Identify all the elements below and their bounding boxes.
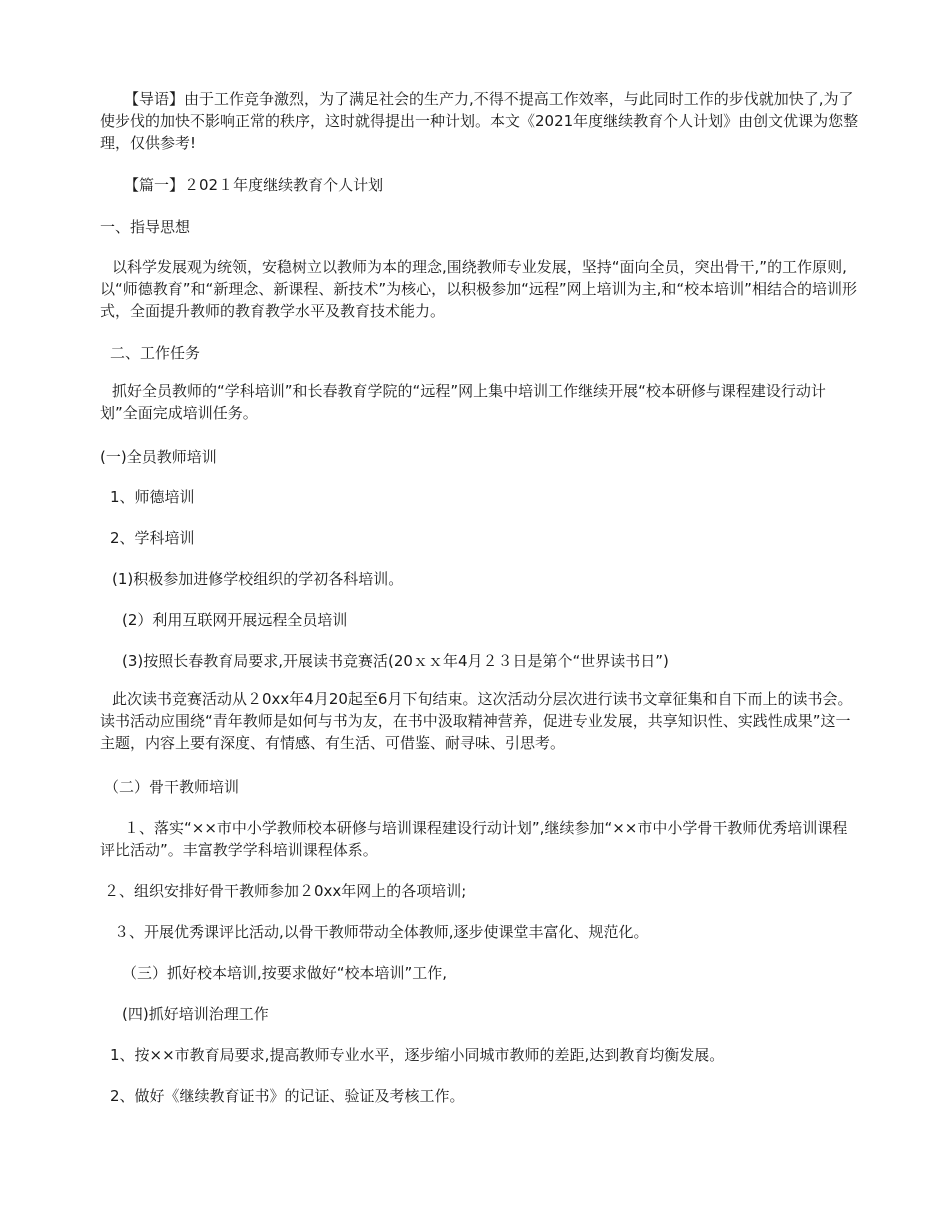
sub4-item2: 2、做好《继续教育证书》的记证、验证及考核工作。 — [110, 1087, 465, 1105]
sub1-item1: 1、师德培训 — [110, 488, 195, 506]
sub1-item2-2: (2）利用互联网开展远程全员培训 — [122, 611, 348, 629]
sub4-heading: (四)抓好培训治理工作 — [122, 1005, 269, 1023]
section2-heading: 二、工作任务 — [110, 344, 201, 362]
section2-body: 抓好全员教师的“学科培训”和长春教育学院的“远程”网上集中培训工作继续开展“校本研修与课程建设行动计划”全面完成培训任务。 — [100, 382, 826, 422]
sub4-item1: 1、按××市教育局要求,提高教师专业水平，逐步缩小同城市教师的差距,达到教育均衡发展。 — [110, 1046, 725, 1064]
sub2-item3: ３、开展优秀课评比活动,以骨干教师带动全体教师,逐步使课堂丰富化、规范化。 — [114, 923, 649, 941]
intro-paragraph: 【导语】由于工作竞争激烈，为了满足社会的生产力,不得不提高工作效率，与此同时工作的步伐就加快了,为了使步伐的加快不影响正常的秩序，这时就得提出一种计划。本文《2021年度继续教育个人计划》由创文优课为您整理，仅供参考! — [100, 90, 859, 152]
sub1-item2-1: (1)积极参加进修学校组织的学初各科培训。 — [112, 570, 404, 588]
sub2-heading: （二）骨干教师培训 — [104, 778, 240, 796]
sub2-item2: ２、组织安排好骨干教师参加２0xx年网上的各项培训; — [104, 882, 467, 900]
sub1-item2-3: (3)按照长春教育局要求,开展读书竞赛活(20ｘｘ年4月２３日是第个“世界读书日”) — [122, 652, 669, 670]
sub3-heading: （三）抓好校本培训,按要求做好“校本培训”工作, — [122, 964, 448, 982]
chapter-title: 【篇一】２02１年度继续教育个人计划 — [124, 176, 384, 194]
section1-heading: 一、指导思想 — [100, 218, 191, 236]
reading-body: 此次读书竞赛活动从２0xx年4月20起至6月下旬结束。这次活动分层次进行读书文章征集和自下而上的读书会。读书活动应围绕“青年教师是如何与书为友，在书中汲取精神营养，促进专业发展，共享知识性、实践性成果”这一主题，内容上要有深度、有情感、有生活、可借鉴、耐寻味、引思考。 — [100, 690, 853, 752]
sub2-item1: １、落实“××市中小学教师校本研修与培训课程建设行动计划”,继续参加“××市中小学骨干教师优秀培训课程评比活动”。丰富教学学科培训课程体系。 — [100, 819, 848, 859]
sub1-item2: 2、学科培训 — [110, 529, 195, 547]
sub1-heading: (一)全员教师培训 — [100, 448, 217, 466]
section1-body: 以科学发展观为统领，安稳树立以教师为本的理念,围绕教师专业发展，坚持“面向全员，突出骨干,”的工作原则,以“师德教育”和“新理念、新课程、新技术”为核心，以积极参加“远程”网上培训为主,和“校本培训”相结合的培训形式，全面提升教师的教育教学水平及教育技术能力。 — [100, 258, 857, 320]
